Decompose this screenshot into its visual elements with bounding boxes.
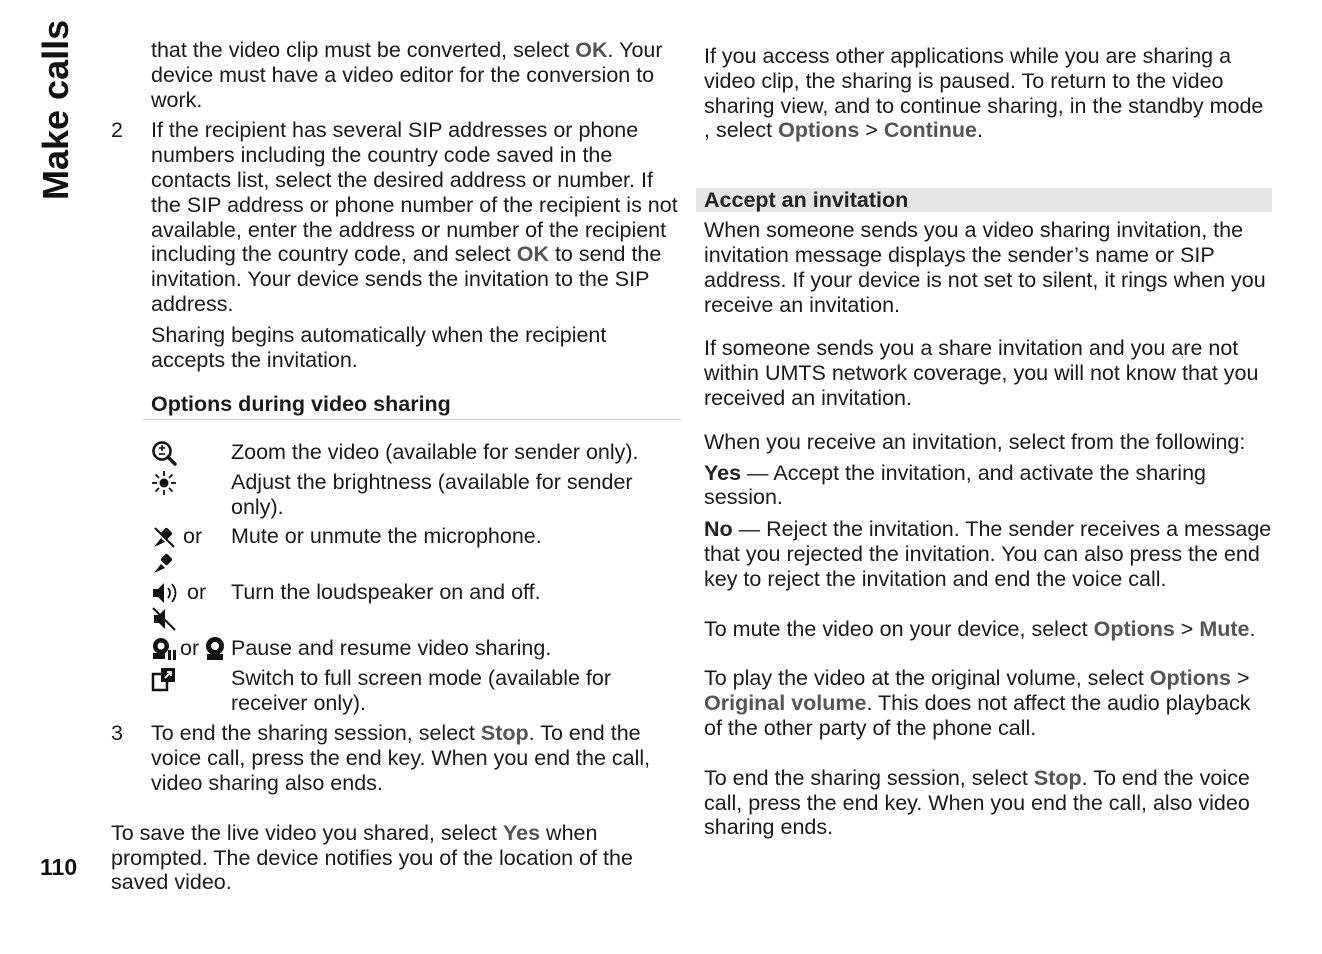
paragraph-end-session [704,766,1272,840]
options-command: Options [778,118,860,143]
text: To save the live video you shared, select [111,820,503,845]
option-description: Zoom the video (available for sender only). [231,440,639,465]
text: To mute the video on your device, select [704,616,1094,641]
option-description: Pause and resume video sharing. [231,635,552,660]
option-row [151,666,681,716]
option-description: Mute or unmute the microphone. [231,523,542,548]
text: . To end the voice call, press the end key. When you end the call, also video sharing ends. [704,765,1250,840]
icon-cell [151,636,231,662]
microphone-mute-icon [151,524,177,550]
text: . [976,118,983,143]
options-heading: Options during video sharing [143,392,681,420]
option-description: Turn the loudspeaker on and off. [231,579,541,604]
step-2 [111,118,681,316]
options-command: Options [1093,616,1175,641]
yes-label: Yes [704,460,742,485]
continue-command: Continue [883,118,977,143]
paragraph-umts: If someone sends you a share invitation and you are not within UMTS network coverage, you will not know that you received an invitation. [704,336,1259,410]
step-number: 3 [111,721,123,746]
mute-command: Mute [1199,616,1250,641]
options-table [151,440,681,715]
no-label: No [704,517,733,542]
text: To play the video at the original volume, select [704,666,1150,691]
option-row [151,524,681,576]
step-3-text [151,721,681,795]
text: — Accept the invitation, and activate the sharing session. [704,460,1206,510]
text: that the video clip must be converted, select [151,38,576,62]
step-number: 2 [111,118,123,143]
option-description: Adjust the brightness (available for sender only). [231,470,633,519]
step-2-text [151,118,681,316]
original-volume-command: Original volume [704,691,867,716]
stop-command: Stop [1033,765,1082,790]
loudspeaker-off-icon [151,606,177,632]
text: If you access other applications while you are sharing a video clip, the sharing is paused. To return to the video sharing view, and to continue sharing, in the standby mode , select [704,44,1264,143]
or-text: or [187,580,207,605]
stop-command: Stop [480,721,529,746]
step-3 [111,721,681,795]
icon-line [151,524,202,550]
paragraph-mute [704,617,1272,642]
icon-cell [151,440,231,466]
paragraph-convert [151,38,681,112]
ok-command: OK [575,38,608,62]
chapter-side-title: Make calls [35,19,76,200]
paragraph-original-volume [704,666,1272,740]
text: . [1249,616,1256,641]
text: To end the sharing session, select [151,721,481,746]
icon-cell [151,666,231,716]
or-text: or [183,524,203,549]
text: . To end the voice call, press the end key. When you end the call, video sharing also ends. [151,721,651,795]
pause-video-icon [151,636,177,662]
text: when prompted. The device notifies you of the location of the saved video. [111,820,633,895]
text: > [1231,666,1250,691]
icon-cell [151,470,231,520]
option-row [151,636,681,662]
loudspeaker-icon [151,580,183,606]
ok-command: OK [516,242,549,267]
option-row [151,580,681,632]
text: — Reject the invitation. The sender receives a message that you rejected the invitation. You can also press the end key to reject the invitation and end the voice call. [704,517,1272,591]
option-row [151,470,681,520]
paragraph-sharing-begins: Sharing begins automatically when the recipient accepts the invitation. [151,322,607,372]
paragraph-other-apps [704,44,1272,143]
fullscreen-icon [151,666,177,692]
or-text: or [180,636,200,661]
option-yes [704,461,1272,511]
icon-line [151,580,206,606]
text: > [859,118,884,143]
yes-command: Yes [503,820,541,845]
text: . Your device must have a video editor for the conversion to work. [151,38,663,112]
microphone-icon [151,550,177,576]
brightness-icon [151,470,177,496]
text: > [1174,616,1200,641]
option-no [704,517,1272,591]
options-command: Options [1149,666,1231,691]
text: To end the sharing session, select [704,765,1034,790]
text: . This does not affect the audio playback of the other party of the phone call. [704,691,1251,740]
left-column [111,38,681,895]
page-number: 110 [40,854,78,880]
text: to send the invitation. Your device sends the invitation to the SIP address. [151,242,662,316]
option-description: Switch to full screen mode (available for receiver only). [231,665,612,715]
option-row [151,440,681,466]
paragraph-invitation-message: When someone sends you a video sharing invitation, the invitation message displays the sender’s name or SIP address. If your device is not set to silent, it rings when you receive an invitation. [704,218,1266,317]
paragraph-save-video [111,821,681,895]
icon-cell [151,580,231,632]
text: If the recipient has several SIP addresses or phone numbers including the country code saved in the contacts list, select the desired address or number. If the SIP address or phone number of the recipient is not available, enter the address or number of the recipient including the country code, and select [151,118,678,267]
zoom-icon [151,440,177,466]
icon-cell [151,524,231,576]
resume-video-icon [202,636,228,662]
section-heading: Accept an invitation [696,188,1272,212]
right-column [704,44,1272,840]
paragraph-select-following: When you receive an invitation, select from the following: [704,429,1246,454]
